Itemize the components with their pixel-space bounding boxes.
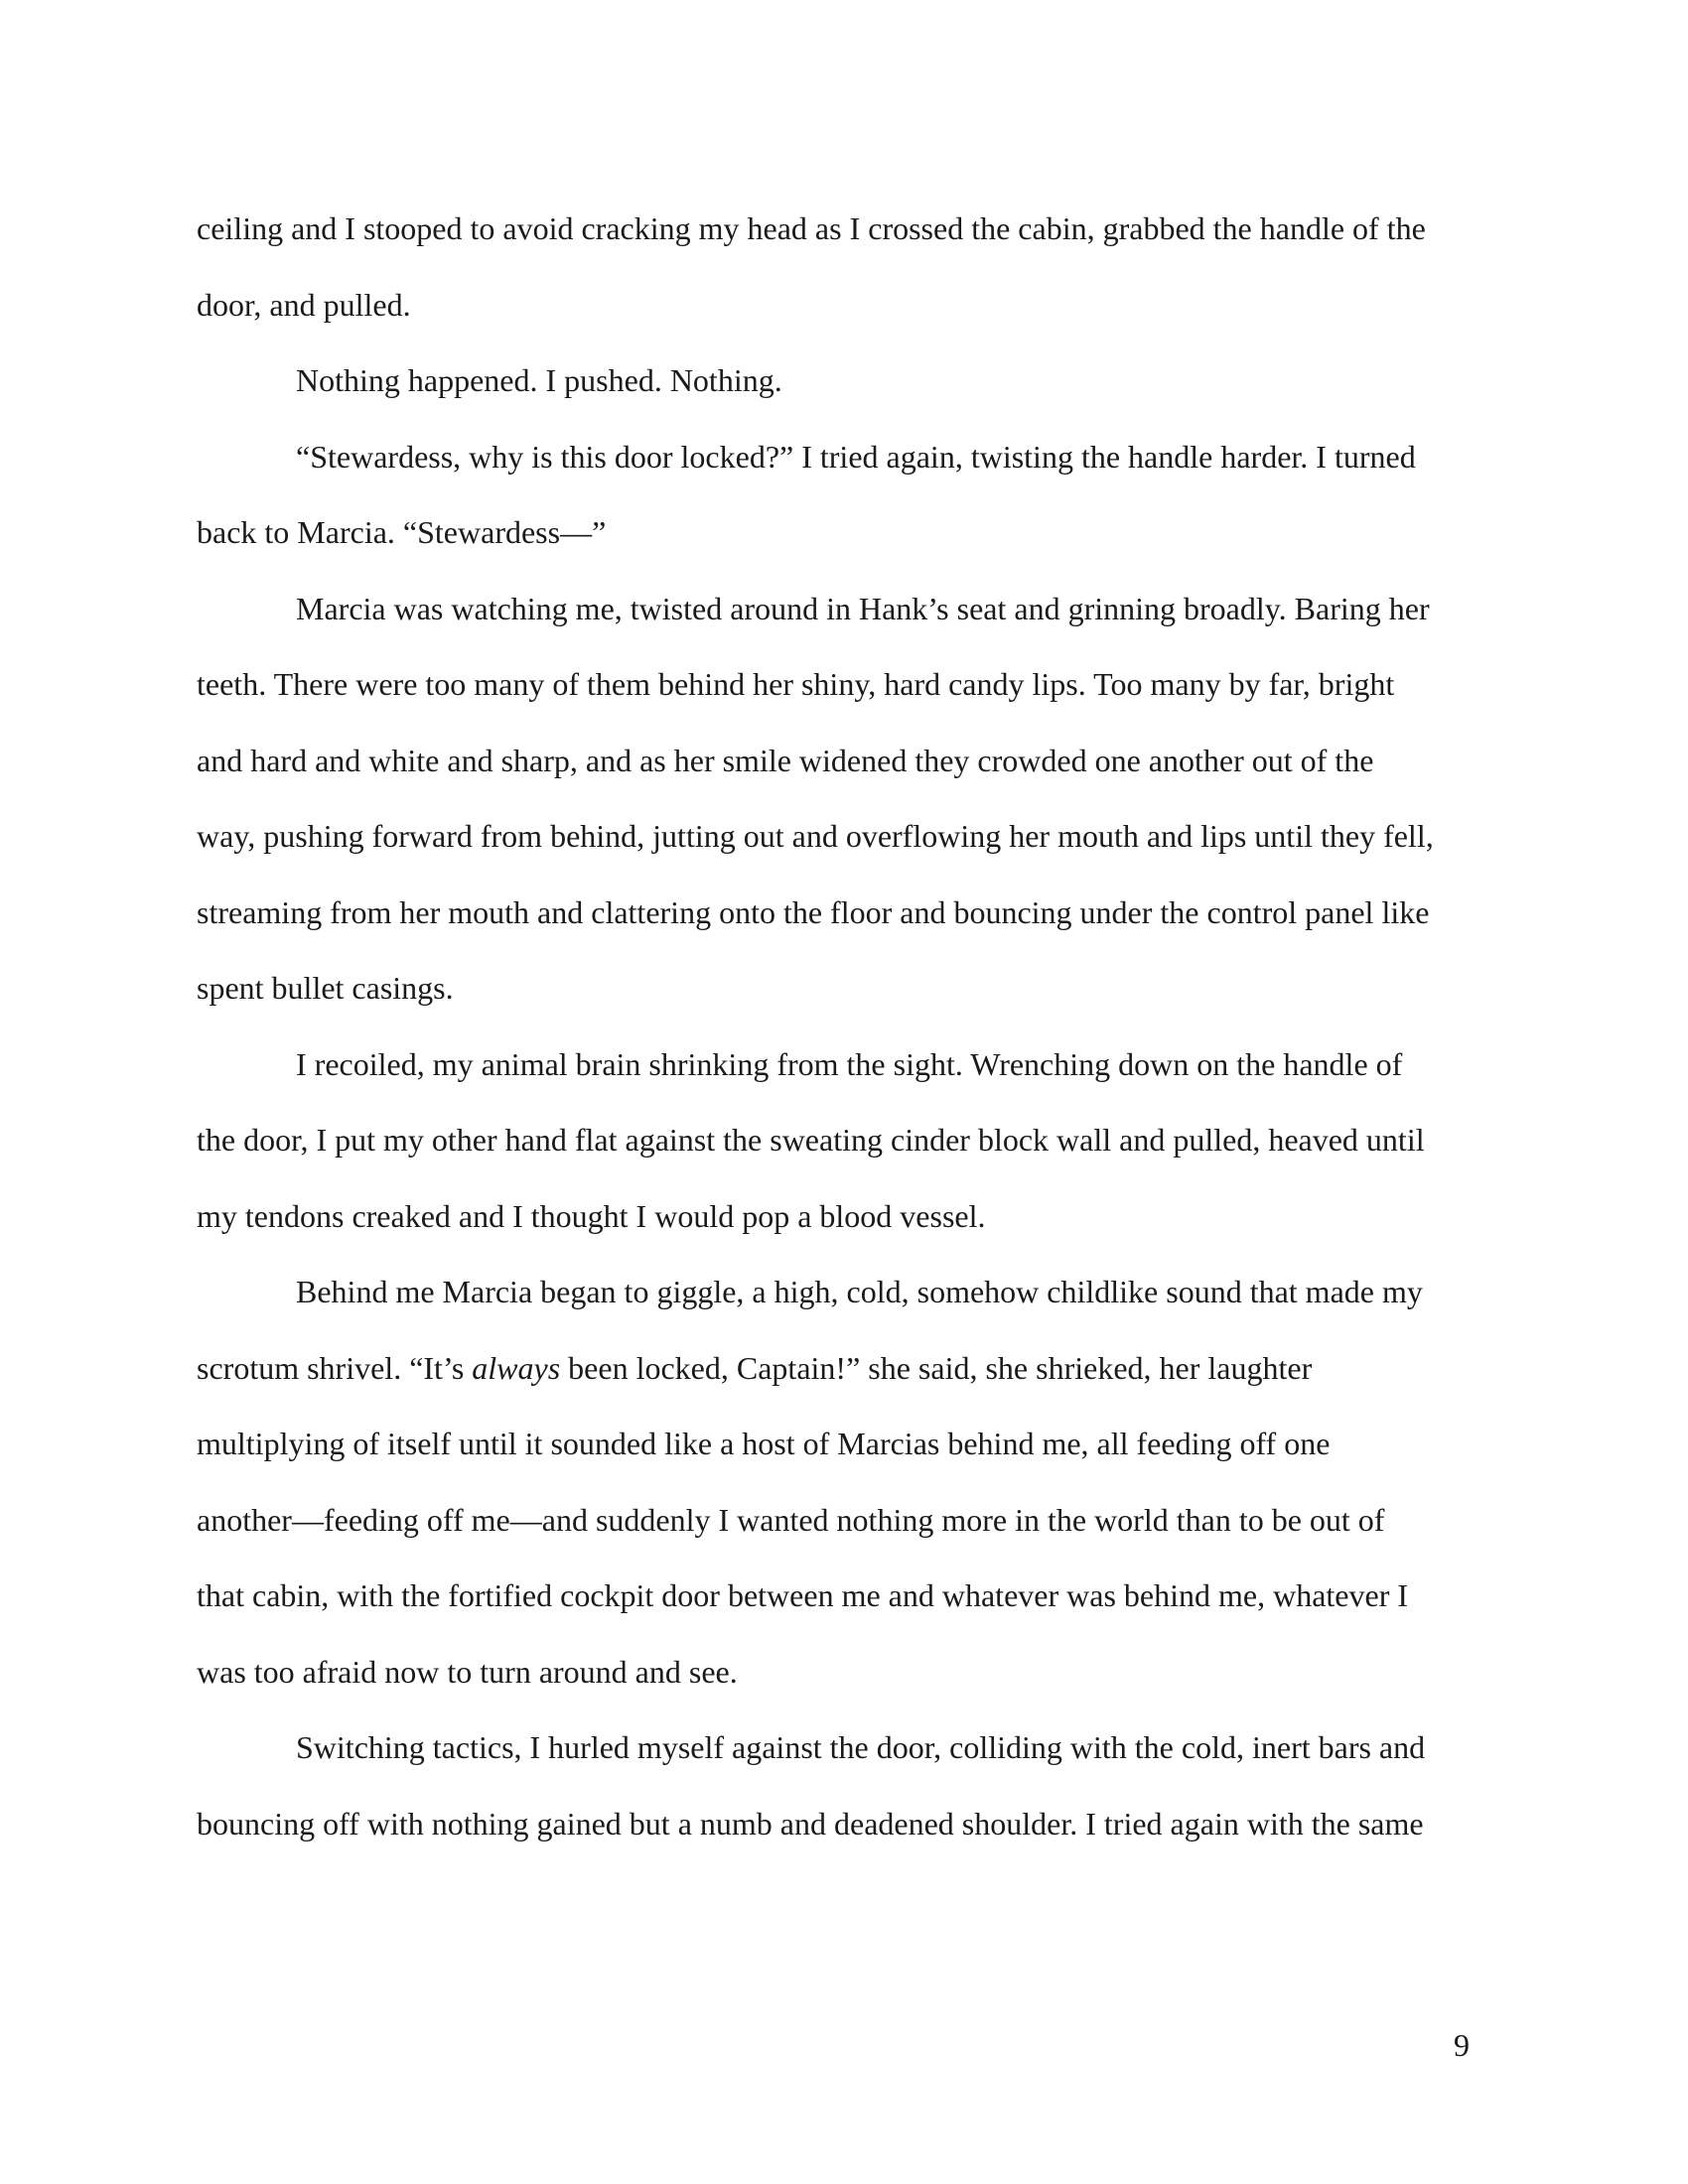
text-line: multiplying of itself until it sounded like a host of Marcias behind me, all feeding off one (197, 1426, 1331, 1461)
paragraph-1 (197, 191, 1489, 342)
text-line: ceiling and I stooped to avoid cracking my head as I crossed the cabin, grabbed the handle of the (197, 210, 1426, 246)
body-text (197, 191, 1489, 1861)
text-line-with-italic: scrotum shrivel. “It’s always been locked, Captain!” she said, she shrieked, her laughter (197, 1349, 1313, 1386)
page-number: 9 (1454, 2027, 1470, 2063)
text-line: back to Marcia. “Stewardess—” (197, 514, 607, 550)
text-line: door, and pulled. (197, 286, 411, 323)
text-line: another—feeding off me—and suddenly I wanted nothing more in the world than to be out of (197, 1501, 1385, 1538)
paragraph-7 (197, 1709, 1489, 1861)
paragraph-3 (197, 419, 1489, 571)
text-line: way, pushing forward from behind, jutting out and overflowing her mouth and lips until they fell, (197, 818, 1434, 854)
text-line: Behind me Marcia began to giggle, a high, cold, somehow childlike sound that made my (296, 1274, 1423, 1309)
text-line: streaming from her mouth and clattering onto the floor and bouncing under the control panel like (197, 893, 1430, 930)
text-line: teeth. There were too many of them behind her shiny, hard candy lips. Too many by far, bright (197, 666, 1395, 702)
paragraph-4 (197, 571, 1489, 1026)
text-line: and hard and white and sharp, and as her smile widened they crowded one another out of the (197, 742, 1374, 778)
text-line: my tendons creaked and I thought I would pop a blood vessel. (197, 1197, 986, 1234)
text-line: that cabin, with the fortified cockpit door between me and whatever was behind me, whatever I (197, 1577, 1408, 1613)
paragraph-6 (197, 1254, 1489, 1709)
text-line: Nothing happened. I pushed. Nothing. (296, 362, 782, 398)
text-line: spent bullet casings. (197, 970, 454, 1006)
paragraph-2 (197, 342, 1489, 419)
text-line: Switching tactics, I hurled myself against the door, colliding with the cold, inert bars and (296, 1729, 1426, 1765)
italic-emphasis: always (472, 1349, 561, 1386)
text-line: “Stewardess, why is this door locked?” I tried again, twisting the handle harder. I turned (296, 438, 1416, 475)
text-line: bouncing off with nothing gained but a numb and deadened shoulder. I tried again with the same (197, 1805, 1424, 1842)
text-line: Marcia was watching me, twisted around in Hank’s seat and grinning broadly. Baring her (296, 590, 1430, 626)
text-line: the door, I put my other hand flat against the sweating cinder block wall and pulled, heaved until (197, 1122, 1425, 1158)
paragraph-5 (197, 1026, 1489, 1255)
text-line: I recoiled, my animal brain shrinking from the sight. Wrenching down on the handle of (296, 1045, 1403, 1082)
text-line: was too afraid now to turn around and see. (197, 1653, 738, 1690)
